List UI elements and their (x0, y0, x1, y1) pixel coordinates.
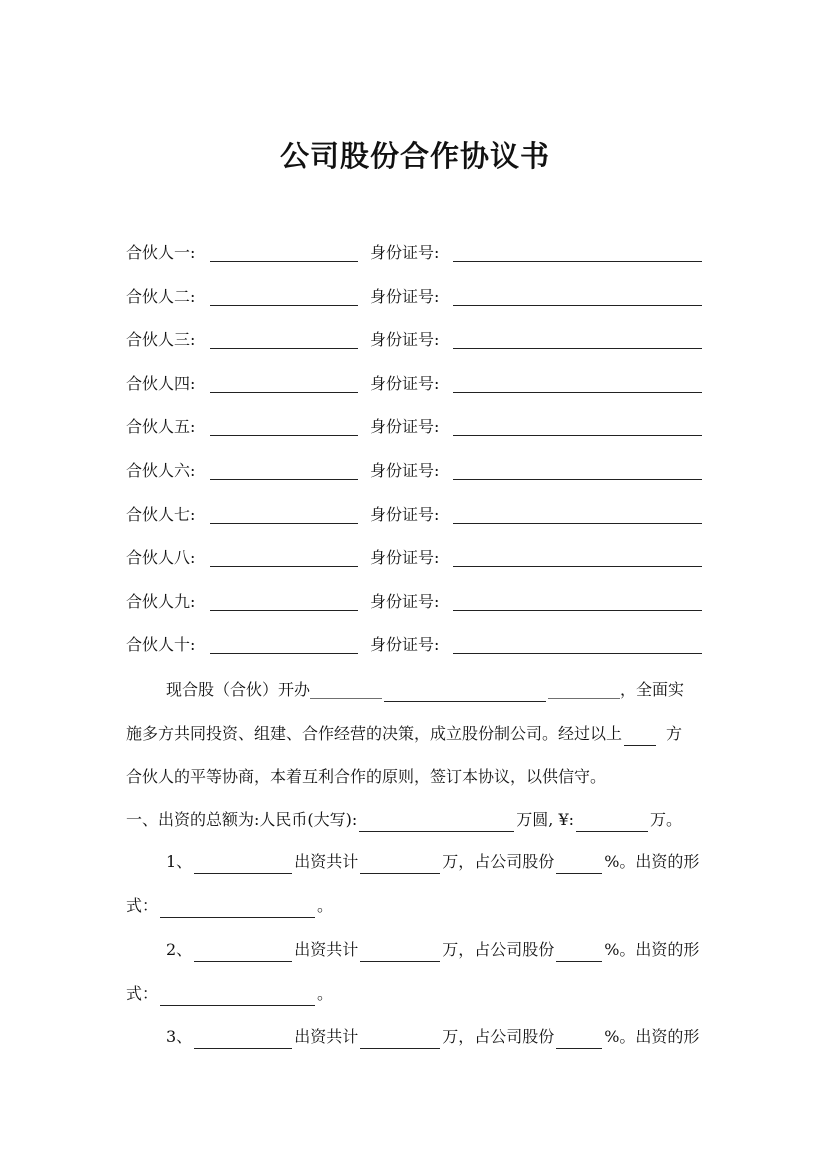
item-number: 1、 (166, 852, 193, 871)
partner-label: 合伙人十: (126, 635, 196, 655)
partner-name-blank[interactable] (210, 261, 358, 262)
partner-name-blank[interactable] (210, 653, 358, 654)
partner-name-blank[interactable] (210, 392, 358, 393)
intro-line-1 (166, 678, 684, 702)
item-text: %。出资的形 (604, 852, 700, 871)
share-percent-blank[interactable] (556, 1030, 602, 1049)
id-number-blank[interactable] (453, 305, 702, 306)
id-number-blank[interactable] (453, 566, 702, 567)
item-text: 万，占公司股份 (442, 852, 555, 871)
company-name-blank[interactable] (384, 683, 546, 702)
contributor-blank[interactable] (194, 855, 292, 874)
intro-text: _________，全面实 (548, 680, 685, 699)
item-text: %。出资的形 (604, 1027, 700, 1046)
item-text: 。 (317, 984, 334, 1003)
item-number: 2、 (166, 940, 193, 959)
intro-text: 现合股（合伙）开办_________ (166, 680, 383, 699)
item-text: 万，占公司股份 (442, 1027, 555, 1046)
id-number-blank[interactable] (453, 523, 702, 524)
intro-text: 施多方共同投资、组建、合作经营的决策，成立股份制公司。经过以上 (126, 724, 623, 743)
item-text: 。 (317, 896, 334, 915)
id-number-blank[interactable] (453, 392, 702, 393)
item-text: 出资共计 (294, 940, 359, 959)
id-number-label: 身份证号: (370, 373, 440, 393)
contribution-form-blank[interactable] (160, 899, 315, 918)
id-number-blank[interactable] (453, 261, 702, 262)
share-percent-blank[interactable] (556, 855, 602, 874)
amount-blank[interactable] (360, 855, 440, 874)
item-text: 出资共计 (294, 1027, 359, 1046)
total-capital-number-blank[interactable] (576, 813, 648, 832)
partner-label: 合伙人二: (126, 286, 196, 306)
total-investment-line (126, 808, 682, 832)
intro-line-3 (126, 765, 606, 789)
partner-label: 合伙人七: (126, 504, 196, 524)
partner-label: 合伙人八: (126, 548, 196, 568)
intro-line-2 (126, 722, 682, 746)
contribution-form-line (126, 982, 333, 1006)
id-number-blank[interactable] (453, 479, 702, 480)
amount-blank[interactable] (360, 943, 440, 962)
document-title: 公司股份合作协议书 (279, 139, 550, 173)
id-number-blank[interactable] (453, 653, 702, 654)
partner-label: 合伙人三: (126, 330, 196, 350)
item-text: 出资共计 (294, 852, 359, 871)
total-capital-words-blank[interactable] (359, 813, 514, 832)
partner-name-blank[interactable] (210, 523, 358, 524)
contribution-item (166, 1025, 699, 1049)
id-number-label: 身份证号: (370, 548, 440, 568)
id-number-label: 身份证号: (370, 461, 440, 480)
share-percent-blank[interactable] (556, 943, 602, 962)
id-number-blank[interactable] (453, 348, 702, 349)
id-number-blank[interactable] (453, 435, 702, 436)
partner-label: 合伙人五: (126, 417, 196, 437)
intro-text: 合伙人的平等协商，本着互利合作的原则，签订本协议，以供信守。 (126, 767, 607, 786)
partner-label: 合伙人一: (126, 243, 196, 262)
contribution-form-blank[interactable] (160, 987, 315, 1006)
item-text: 式： (126, 896, 159, 915)
intro-text: 方 (666, 724, 683, 743)
item-text: 式： (126, 984, 159, 1003)
item-number: 3、 (166, 1027, 193, 1046)
total-label: 一、出资的总额为:人民币(大写): (126, 810, 358, 829)
id-number-label: 身份证号: (370, 330, 440, 350)
partner-name-blank[interactable] (210, 435, 358, 436)
contribution-item (166, 938, 699, 962)
id-number-label: 身份证号: (370, 417, 440, 437)
contributor-blank[interactable] (194, 1030, 292, 1049)
total-label: 万圆, ¥: (516, 810, 575, 829)
partner-name-blank[interactable] (210, 348, 358, 349)
item-text: 万，占公司股份 (442, 940, 555, 959)
party-count-blank[interactable] (624, 727, 656, 746)
contribution-item (166, 850, 699, 874)
partner-label: 合伙人四: (126, 373, 196, 393)
total-label: 万。 (650, 810, 683, 829)
partner-name-blank[interactable] (210, 566, 358, 567)
partner-label: 合伙人六: (126, 461, 196, 480)
item-text: %。出资的形 (604, 940, 700, 959)
id-number-label: 身份证号: (370, 243, 440, 262)
contributor-blank[interactable] (194, 943, 292, 962)
id-number-label: 身份证号: (370, 635, 440, 655)
partner-name-blank[interactable] (210, 479, 358, 480)
partner-label: 合伙人九: (126, 591, 196, 611)
id-number-label: 身份证号: (370, 504, 440, 524)
partner-name-blank[interactable] (210, 610, 358, 611)
partner-name-blank[interactable] (210, 305, 358, 306)
id-number-label: 身份证号: (370, 286, 440, 306)
contribution-form-line (126, 894, 333, 918)
id-number-label: 身份证号: (370, 591, 440, 611)
amount-blank[interactable] (360, 1030, 440, 1049)
id-number-blank[interactable] (453, 610, 702, 611)
